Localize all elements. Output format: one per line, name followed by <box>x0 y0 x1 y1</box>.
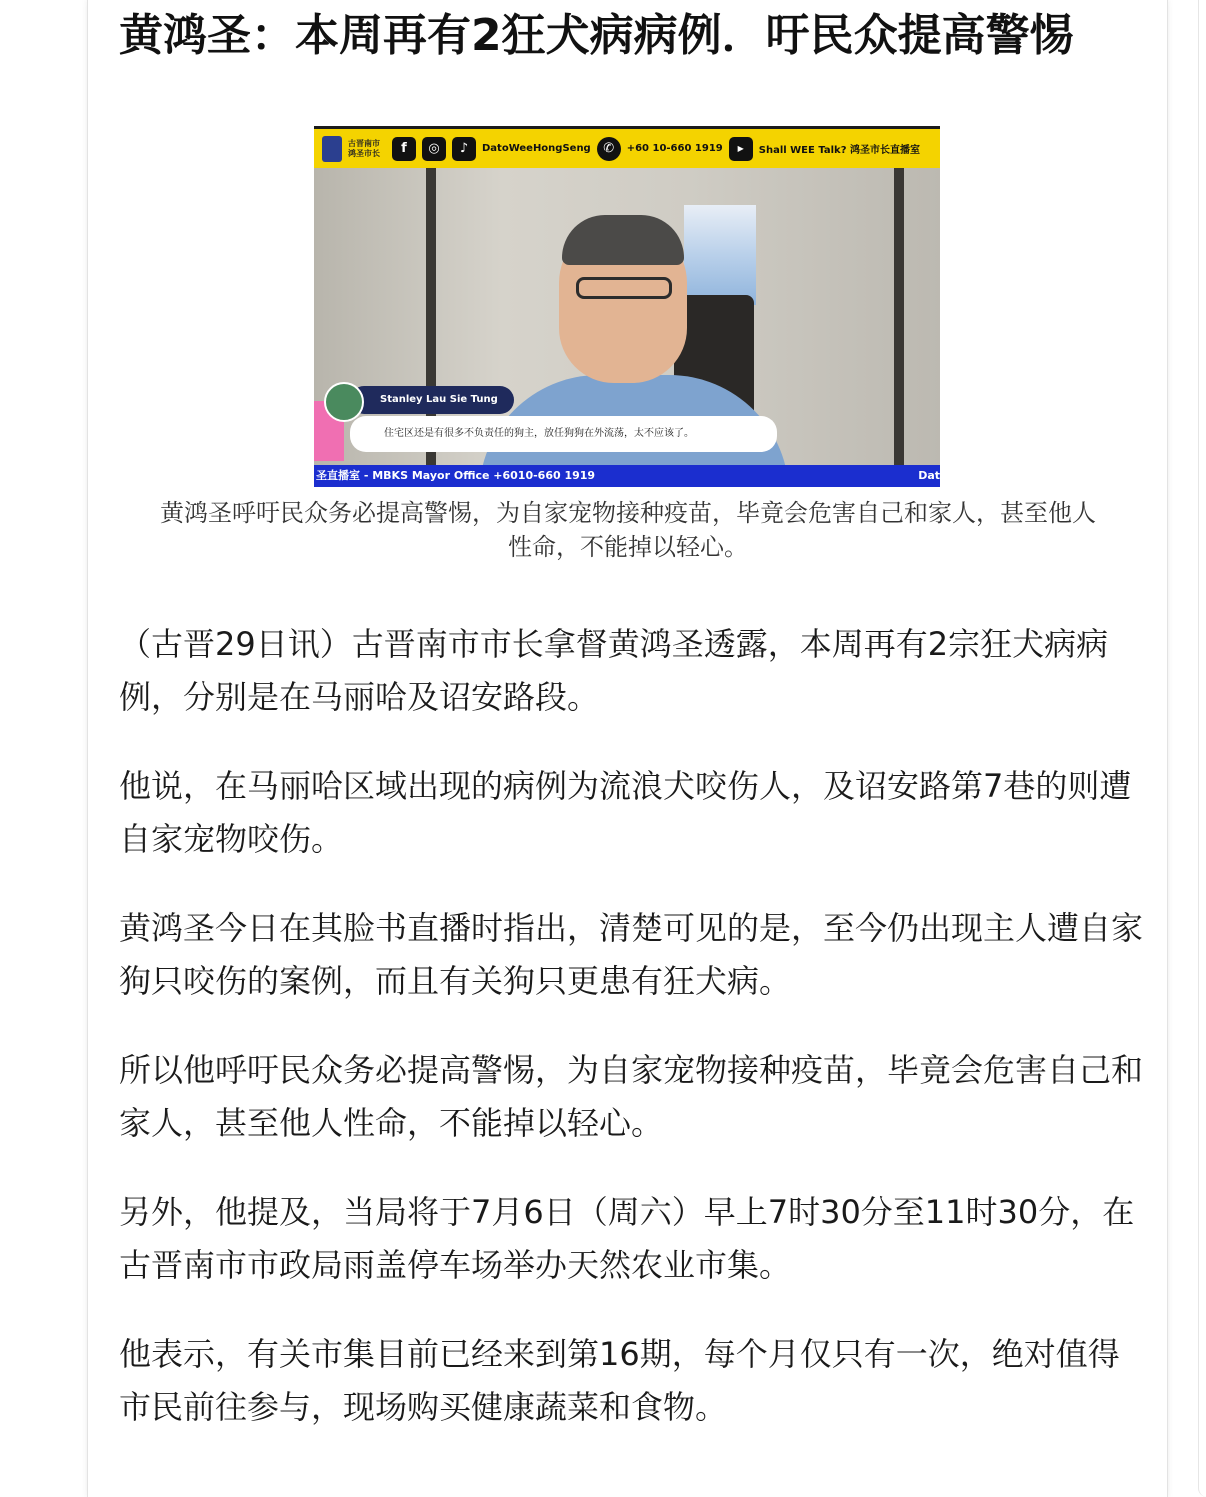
youtube-icon: ▶ <box>729 137 753 161</box>
phone-number: +60 10-660 1919 <box>626 143 723 154</box>
comment-author-name: Stanley Lau Sie Tung <box>380 394 498 405</box>
scroll-edge <box>1198 0 1206 1497</box>
social-handle: DatoWeeHongSeng <box>482 143 591 154</box>
comment-text: 住宅区还是有很多不负责任的狗主，放任狗狗在外流荡，太不应该了。 <box>350 416 777 452</box>
door-frame-right <box>894 165 904 465</box>
wall-poster <box>684 205 756 305</box>
city-crest-icon <box>322 136 342 162</box>
video-top-bar <box>314 126 940 168</box>
live-comment <box>332 386 777 458</box>
whatsapp-icon: ✆ <box>597 137 621 161</box>
paragraph-3: 黄鸿圣今日在其脸书直播时指出，清楚可见的是，至今仍出现主人遭自家狗只咬伤的案例，而且有关狗只更患有狂犬病。 <box>119 909 1144 1000</box>
bottom-bar-right: Dat <box>918 469 940 482</box>
paragraph-6: 他表示，有关市集目前已经来到第16期，每个月仅只有一次，绝对值得市民前往参与，现场购买健康蔬菜和食物。 <box>119 1335 1120 1426</box>
bottom-bar-left: 圣直播室 - MBKS Mayor Office +6010-660 1919 <box>316 469 596 482</box>
tiktok-icon: ♪ <box>452 137 476 161</box>
paragraph-1: （古晋29日讯）古晋南市市长拿督黄鸿圣透露，本周再有2宗狂犬病病例，分别是在马丽哈及诏安路段。 <box>119 625 1109 716</box>
paragraph-5: 另外，他提及，当局将于7月6日（周六）早上7时30分至11时30分，在古晋南市市政局雨盖停车场举办天然农业市集。 <box>119 1193 1135 1284</box>
city-label: 古晋南市 鸿圣市长 <box>348 138 380 158</box>
glasses <box>576 277 672 299</box>
show-name: Shall WEE Talk? 鸿圣市长直播室 <box>758 145 920 156</box>
image-caption: 黄鸿圣呼吁民众务必提高警惕，为自家宠物接种疫苗，毕竟会危害自己和家人，甚至他人性命，不能掉以轻心。 <box>160 499 1096 561</box>
facebook-icon: f <box>392 137 416 161</box>
comment-author <box>350 386 514 414</box>
comment-avatar <box>324 382 364 422</box>
paragraph-4: 所以他呼吁民众务必提高警惕，为自家宠物接种疫苗，毕竟会危害自己和家人，甚至他人性命，不能掉以轻心。 <box>119 1051 1144 1142</box>
video-bottom-bar <box>314 465 940 487</box>
article-title: 黄鸿圣：本周再有2狂犬病病例．吁民众提高警惕 <box>119 10 1074 61</box>
article-video-image[interactable] <box>314 126 940 487</box>
paragraph-2: 他说，在马丽哈区域出现的病例为流浪犬咬伤人，及诏安路第7巷的则遭自家宠物咬伤。 <box>119 767 1132 858</box>
person-hair <box>562 215 684 265</box>
instagram-icon: ◎ <box>422 137 446 161</box>
